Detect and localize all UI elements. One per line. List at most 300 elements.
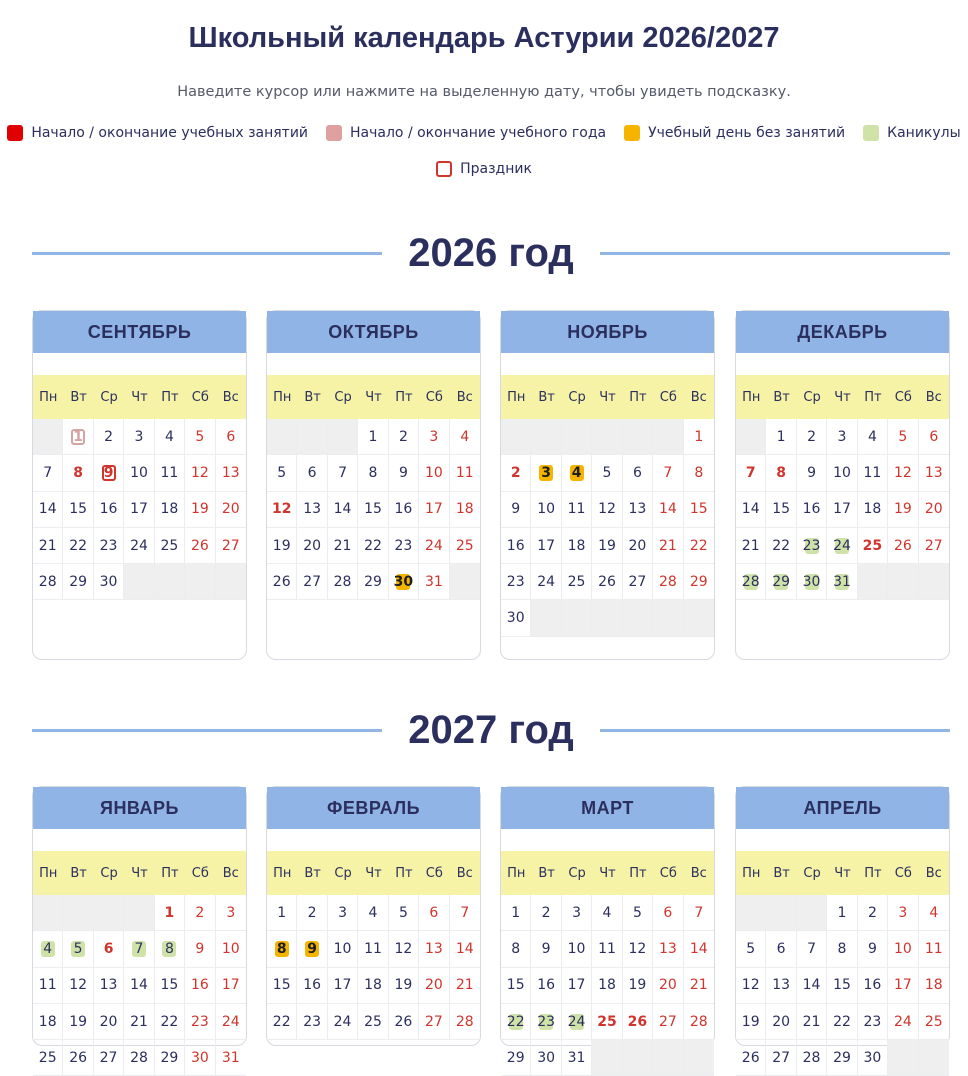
day-number: 8 — [276, 940, 287, 957]
day-number: 19 — [69, 1013, 88, 1030]
day-cell — [797, 931, 827, 967]
day-cell[interactable] — [592, 1004, 622, 1040]
year-divider-right — [600, 729, 950, 732]
day-cell — [185, 419, 215, 455]
day-number: 19 — [598, 537, 616, 554]
day-cell — [216, 931, 246, 967]
day-cell[interactable] — [389, 564, 419, 600]
day-grid — [736, 419, 949, 600]
day-cell — [389, 528, 419, 564]
day-number: 15 — [69, 501, 88, 518]
weekday-label: Ср — [568, 389, 586, 405]
day-cell — [501, 895, 531, 931]
day-number: 15 — [160, 977, 179, 994]
month-title: АПРЕЛЬ — [736, 787, 949, 829]
day-cell — [592, 528, 622, 564]
month-title: ЯНВАРЬ — [33, 787, 246, 829]
day-number: 18 — [455, 501, 474, 518]
day-number: 20 — [424, 977, 443, 994]
day-cell — [267, 455, 297, 491]
month-card-february — [266, 786, 481, 1046]
weekday-label: Чт — [365, 865, 382, 881]
day-number: 13 — [303, 501, 322, 518]
day-cell — [919, 968, 949, 1004]
day-cell — [736, 968, 766, 1004]
day-cell[interactable] — [766, 455, 796, 491]
day-cell[interactable] — [766, 564, 796, 600]
day-number: 2 — [807, 428, 817, 445]
weekday-label: Чт — [599, 865, 616, 881]
day-number: 29 — [833, 1049, 851, 1066]
day-number: 3 — [226, 904, 236, 921]
day-number: 30 — [393, 573, 414, 590]
day-number: 23 — [394, 537, 413, 554]
day-cell — [155, 968, 185, 1004]
day-cell — [63, 1040, 93, 1076]
day-cell — [919, 931, 949, 967]
day-number: 19 — [272, 537, 291, 554]
day-number: 29 — [69, 573, 88, 590]
day-cell — [63, 968, 93, 1004]
day-cell — [562, 931, 592, 967]
legend-label-vacation: Каникулы — [887, 125, 961, 141]
day-cell — [216, 1004, 246, 1040]
day-cell — [888, 931, 918, 967]
day-cell — [858, 492, 888, 528]
legend-swatch-no-lessons — [624, 125, 640, 141]
day-cell — [328, 968, 358, 1004]
day-number: 24 — [833, 537, 851, 554]
day-cell — [33, 492, 63, 528]
day-number: 12 — [741, 977, 760, 994]
page-subtitle: Наведите курсор или нажмите на выделенную дату, чтобы увидеть подсказку. — [177, 84, 791, 100]
day-cell — [623, 564, 653, 600]
day-number: 15 — [272, 977, 291, 994]
legend-item-holiday — [436, 161, 532, 177]
day-number: 2 — [104, 428, 114, 445]
day-cell[interactable] — [858, 528, 888, 564]
day-number: 16 — [99, 501, 118, 518]
day-grid — [267, 419, 480, 600]
day-cell[interactable] — [267, 931, 297, 967]
day-cell[interactable] — [124, 931, 154, 967]
day-cell[interactable] — [63, 419, 93, 455]
day-number: 18 — [598, 977, 616, 994]
weekday-label: Чт — [834, 389, 851, 405]
weekday-header — [33, 851, 246, 895]
day-cell — [684, 931, 714, 967]
day-cell — [653, 564, 683, 600]
weekday-label: Вс — [925, 389, 942, 405]
empty-day-cell — [63, 895, 93, 931]
day-cell[interactable] — [623, 1004, 653, 1040]
day-cell — [531, 492, 561, 528]
day-cell[interactable] — [501, 1004, 531, 1040]
day-number: 8 — [511, 940, 521, 957]
day-number: 28 — [658, 573, 677, 590]
day-number: 20 — [303, 537, 322, 554]
day-cell — [501, 528, 531, 564]
day-cell — [267, 1004, 297, 1040]
weekday-header — [501, 851, 714, 895]
day-number: 22 — [364, 537, 382, 554]
day-number: 23 — [537, 1013, 556, 1030]
day-cell — [684, 492, 714, 528]
day-cell — [267, 895, 297, 931]
day-cell — [124, 492, 154, 528]
weekday-label: Сб — [894, 865, 912, 881]
day-number: 3 — [429, 428, 439, 445]
day-cell — [358, 895, 388, 931]
day-number: 26 — [272, 573, 291, 590]
day-cell — [155, 528, 185, 564]
day-cell — [185, 895, 215, 931]
day-cell — [328, 895, 358, 931]
day-cell — [797, 968, 827, 1004]
day-cell[interactable] — [531, 1004, 561, 1040]
day-number: 31 — [424, 573, 443, 590]
day-cell — [94, 968, 124, 1004]
day-cell — [155, 1004, 185, 1040]
day-cell — [766, 528, 796, 564]
day-number: 8 — [368, 464, 378, 481]
day-number: 21 — [333, 537, 352, 554]
day-number: 8 — [694, 464, 704, 481]
day-cell — [94, 564, 124, 600]
day-number: 18 — [364, 977, 382, 994]
day-number: 13 — [628, 501, 647, 518]
day-cell — [155, 1040, 185, 1076]
legend-label-lessons: Начало / окончание учебных занятий — [31, 125, 309, 141]
day-cell — [389, 968, 419, 1004]
day-cell — [766, 1040, 796, 1076]
day-cell[interactable] — [827, 564, 857, 600]
day-cell — [858, 931, 888, 967]
empty-day-cell — [684, 1040, 714, 1076]
day-number: 5 — [277, 464, 287, 481]
day-number: 23 — [863, 1013, 882, 1030]
day-cell — [766, 492, 796, 528]
day-number: 16 — [506, 537, 525, 554]
day-number: 11 — [160, 464, 179, 481]
day-cell[interactable] — [562, 1004, 592, 1040]
day-cell[interactable] — [155, 931, 185, 967]
day-number: 30 — [863, 1049, 882, 1066]
day-number: 6 — [429, 904, 439, 921]
day-cell — [419, 528, 449, 564]
day-cell — [124, 1004, 154, 1040]
day-number: 3 — [898, 904, 908, 921]
weekday-label: Пт — [395, 865, 413, 881]
day-cell[interactable] — [736, 455, 766, 491]
day-number: 19 — [893, 501, 912, 518]
day-cell[interactable] — [297, 931, 327, 967]
day-number: 14 — [455, 940, 474, 957]
day-number: 7 — [663, 464, 673, 481]
day-number: 5 — [746, 940, 756, 957]
day-cell[interactable] — [155, 895, 185, 931]
day-number: 27 — [772, 1049, 791, 1066]
day-cell[interactable] — [797, 564, 827, 600]
empty-day-cell — [684, 600, 714, 636]
day-number: 16 — [394, 501, 413, 518]
day-number: 30 — [802, 573, 821, 590]
day-number: 27 — [221, 537, 240, 554]
day-number: 31 — [567, 1049, 586, 1066]
day-cell — [858, 419, 888, 455]
weekday-label: Пт — [161, 389, 179, 405]
day-number: 13 — [772, 977, 791, 994]
day-cell — [33, 1004, 63, 1040]
day-number: 5 — [73, 940, 83, 957]
weekday-label: Сб — [191, 389, 209, 405]
day-number: 23 — [802, 537, 821, 554]
day-number: 19 — [190, 501, 209, 518]
day-cell — [63, 1004, 93, 1040]
weekday-header — [33, 375, 246, 419]
day-number: 1 — [277, 904, 287, 921]
day-cell[interactable] — [501, 455, 531, 491]
month-card-october — [266, 310, 481, 660]
day-number: 9 — [398, 464, 408, 481]
empty-day-cell — [216, 564, 246, 600]
day-number: 30 — [506, 610, 525, 627]
weekday-label: Сб — [191, 865, 209, 881]
day-cell — [684, 968, 714, 1004]
empty-day-cell — [501, 419, 531, 455]
day-cell — [919, 895, 949, 931]
day-number: 16 — [802, 501, 821, 518]
day-number: 4 — [368, 904, 378, 921]
day-number: 22 — [272, 1013, 291, 1030]
day-number: 17 — [130, 501, 148, 518]
weekday-label: Пн — [273, 389, 292, 405]
day-cell — [797, 455, 827, 491]
day-number: 8 — [776, 464, 786, 481]
day-number: 28 — [741, 573, 760, 590]
day-number: 15 — [506, 977, 525, 994]
day-cell — [185, 455, 215, 491]
day-number: 26 — [190, 537, 209, 554]
day-number: 27 — [924, 537, 943, 554]
day-cell — [766, 419, 796, 455]
day-number: 11 — [598, 940, 616, 957]
empty-day-cell — [185, 564, 215, 600]
day-cell — [888, 492, 918, 528]
day-number: 29 — [364, 573, 382, 590]
day-number: 6 — [632, 464, 642, 481]
weekday-label: Ср — [803, 865, 821, 881]
day-cell — [562, 492, 592, 528]
empty-day-cell — [124, 895, 154, 931]
day-number: 26 — [627, 1013, 648, 1030]
day-cell — [827, 895, 857, 931]
day-number: 25 — [38, 1049, 57, 1066]
month-card-april — [735, 786, 950, 1066]
day-number: 14 — [658, 501, 677, 518]
empty-day-cell — [592, 600, 622, 636]
day-grid — [33, 895, 246, 1076]
day-cell — [592, 455, 622, 491]
day-number: 12 — [394, 940, 413, 957]
empty-day-cell — [592, 419, 622, 455]
day-grid — [267, 895, 480, 1040]
day-cell — [531, 1040, 561, 1076]
legend-item-no-lessons — [624, 125, 845, 141]
day-cell — [684, 419, 714, 455]
day-number: 10 — [424, 464, 443, 481]
day-number: 24 — [537, 573, 556, 590]
month-title: НОЯБРЬ — [501, 311, 714, 353]
day-cell — [419, 968, 449, 1004]
day-number: 6 — [929, 428, 939, 445]
day-cell[interactable] — [562, 455, 592, 491]
day-cell — [501, 564, 531, 600]
day-cell — [33, 968, 63, 1004]
day-cell — [684, 528, 714, 564]
day-number: 1 — [694, 428, 704, 445]
day-number: 3 — [338, 904, 348, 921]
weekday-label: Вт — [773, 389, 790, 405]
day-number: 25 — [924, 1013, 943, 1030]
day-number: 2 — [195, 904, 205, 921]
day-number: 11 — [567, 501, 586, 518]
day-number: 19 — [628, 977, 647, 994]
day-cell — [216, 895, 246, 931]
weekday-label: Чт — [131, 389, 148, 405]
day-cell — [94, 1004, 124, 1040]
day-cell — [797, 1004, 827, 1040]
day-number: 26 — [893, 537, 912, 554]
day-cell — [797, 1040, 827, 1076]
day-number: 9 — [195, 940, 205, 957]
day-number: 29 — [506, 1049, 525, 1066]
day-number: 10 — [833, 464, 851, 481]
day-cell — [389, 492, 419, 528]
weekday-label: Вт — [70, 865, 87, 881]
day-number: 12 — [271, 501, 292, 518]
day-number: 20 — [221, 501, 240, 518]
day-cell — [63, 564, 93, 600]
day-number: 10 — [537, 501, 556, 518]
day-cell — [124, 528, 154, 564]
day-number: 21 — [741, 537, 760, 554]
day-number: 17 — [333, 977, 352, 994]
day-cell — [216, 455, 246, 491]
day-number: 7 — [807, 940, 817, 957]
day-cell — [63, 492, 93, 528]
day-number: 17 — [424, 501, 443, 518]
day-cell — [124, 455, 154, 491]
day-cell[interactable] — [531, 455, 561, 491]
day-number: 11 — [863, 464, 882, 481]
month-card-january — [32, 786, 247, 1066]
day-number: 8 — [164, 940, 174, 957]
day-cell — [858, 1004, 888, 1040]
day-cell — [450, 419, 480, 455]
day-cell[interactable] — [94, 931, 124, 967]
day-number: 1 — [164, 904, 175, 921]
day-number: 3 — [837, 428, 847, 445]
day-cell[interactable] — [797, 528, 827, 564]
month-card-december — [735, 310, 950, 660]
weekday-label: Вс — [925, 865, 942, 881]
day-cell — [124, 419, 154, 455]
day-cell — [63, 528, 93, 564]
day-number: 24 — [424, 537, 443, 554]
weekday-label: Ср — [100, 865, 118, 881]
day-cell — [185, 492, 215, 528]
legend-swatch-school-year — [326, 125, 342, 141]
day-number: 16 — [303, 977, 322, 994]
day-number: 10 — [567, 940, 586, 957]
day-cell — [450, 895, 480, 931]
day-cell — [419, 455, 449, 491]
day-cell — [185, 528, 215, 564]
day-cell — [419, 564, 449, 600]
day-number: 14 — [741, 501, 760, 518]
day-cell — [419, 419, 449, 455]
day-cell — [623, 492, 653, 528]
weekday-header — [267, 851, 480, 895]
day-number: 23 — [190, 1013, 209, 1030]
day-cell — [766, 968, 796, 1004]
day-number: 12 — [190, 464, 209, 481]
day-number: 13 — [924, 464, 943, 481]
legend-swatch-vacation — [863, 125, 879, 141]
year-divider-left — [32, 729, 382, 732]
day-cell[interactable] — [94, 455, 124, 491]
day-number: 26 — [598, 573, 616, 590]
day-cell[interactable] — [827, 528, 857, 564]
empty-day-cell — [562, 419, 592, 455]
day-cell — [736, 1004, 766, 1040]
day-cell — [389, 931, 419, 967]
day-number: 31 — [221, 1049, 240, 1066]
day-number: 2 — [510, 464, 521, 481]
month-card-september — [32, 310, 247, 660]
day-cell — [501, 931, 531, 967]
day-cell — [450, 528, 480, 564]
empty-day-cell — [919, 1040, 949, 1076]
day-number: 26 — [741, 1049, 760, 1066]
day-cell[interactable] — [63, 455, 93, 491]
day-cell — [623, 528, 653, 564]
day-cell — [328, 1004, 358, 1040]
weekday-label: Пт — [864, 865, 882, 881]
day-cell — [328, 564, 358, 600]
day-number: 28 — [38, 573, 57, 590]
day-cell[interactable] — [267, 492, 297, 528]
day-number: 20 — [658, 977, 677, 994]
year-divider-right — [600, 252, 950, 255]
day-cell — [797, 492, 827, 528]
day-cell[interactable] — [63, 931, 93, 967]
day-number: 3 — [572, 904, 582, 921]
day-cell — [358, 528, 388, 564]
day-cell — [297, 492, 327, 528]
day-cell — [358, 1004, 388, 1040]
day-cell — [358, 931, 388, 967]
day-number: 17 — [893, 977, 912, 994]
day-cell — [155, 492, 185, 528]
empty-day-cell — [623, 600, 653, 636]
day-number: 20 — [924, 501, 943, 518]
day-cell[interactable] — [33, 931, 63, 967]
empty-day-cell — [450, 564, 480, 600]
day-cell — [766, 931, 796, 967]
day-cell[interactable] — [736, 564, 766, 600]
